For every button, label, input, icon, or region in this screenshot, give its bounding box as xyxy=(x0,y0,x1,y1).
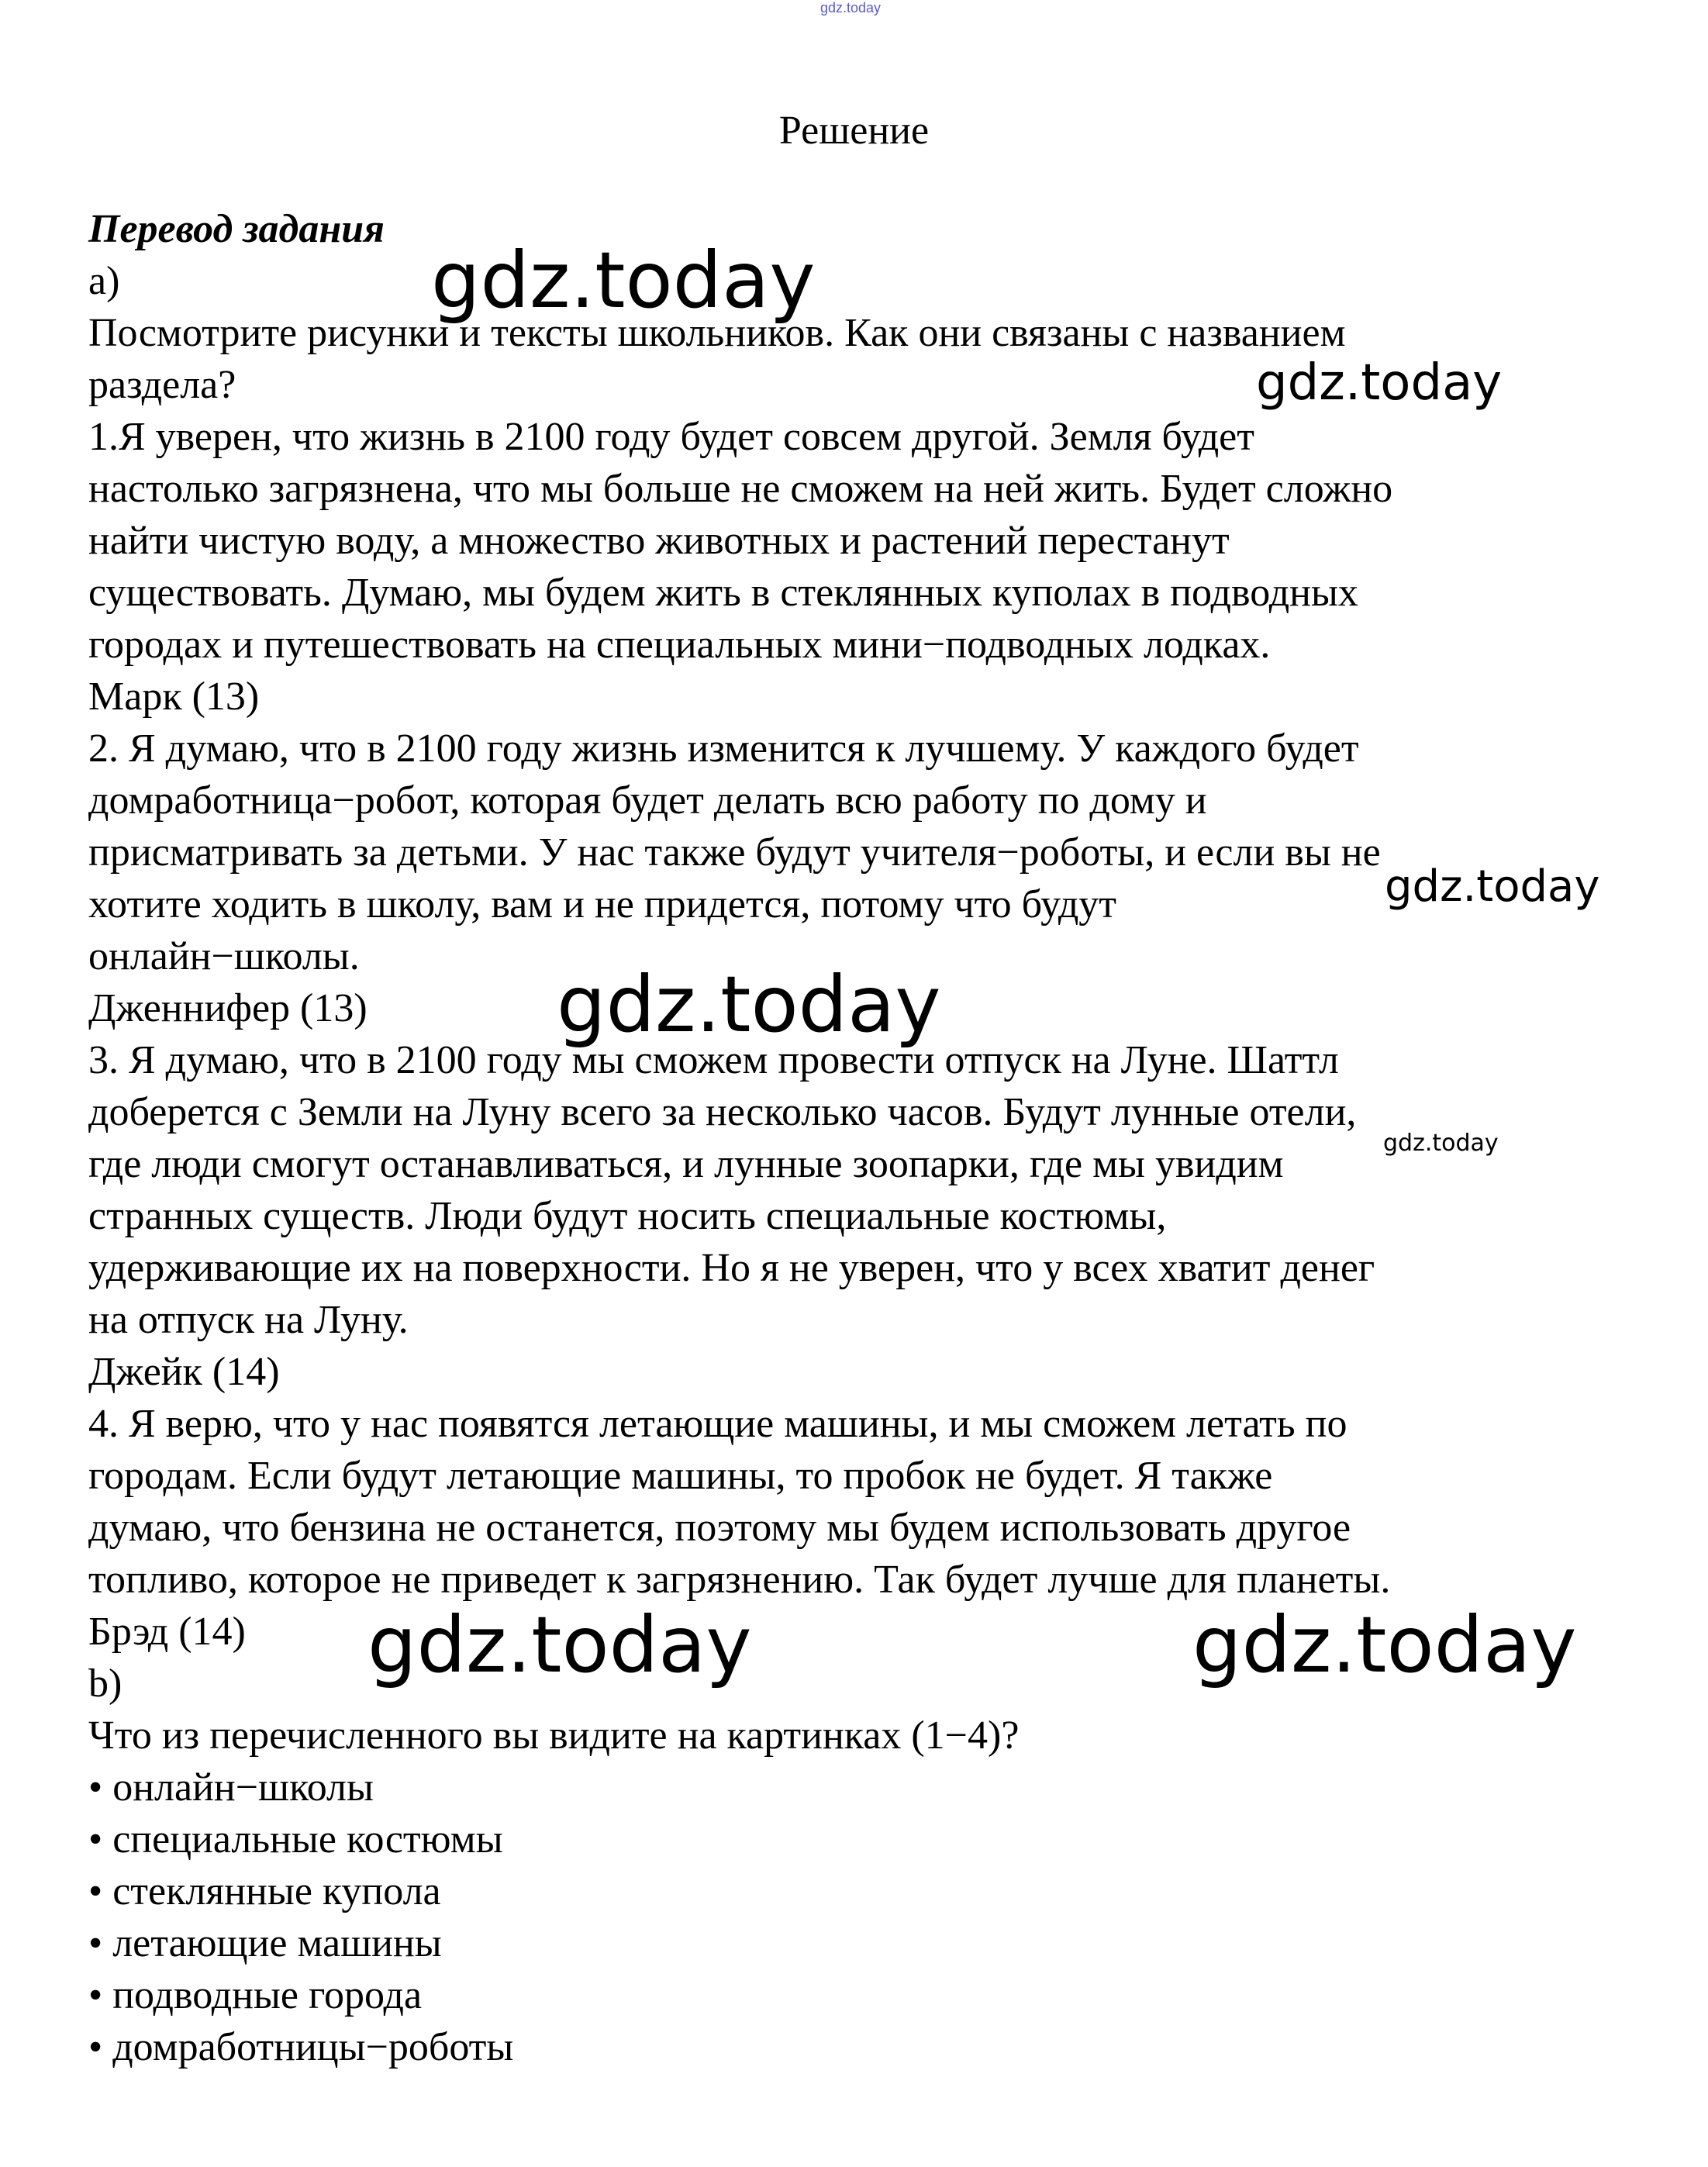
text-line: Марк (13) xyxy=(88,675,260,719)
text-line: найти чистую воду, а множество животных и растений перестанут xyxy=(88,519,1230,563)
text-line: удерживающие их на поверхности. Но я не уверен, что у всех хватит денег xyxy=(88,1246,1375,1290)
text-line: 4. Я верю, что у нас появятся летающие машины, и мы сможем летать по xyxy=(88,1402,1347,1446)
text-line: Брэд (14) xyxy=(88,1610,246,1654)
text-line: 2. Я думаю, что в 2100 году жизнь изменится к лучшему. У каждого будет xyxy=(88,726,1359,771)
top-watermark: gdz.today xyxy=(820,0,882,16)
text-line: странных существ. Люди будут носить специальные костюмы, xyxy=(88,1194,1167,1238)
text-line: Джейк (14) xyxy=(88,1350,280,1394)
text-line: домработница−робот, которая будет делать всю работу по дому и xyxy=(88,778,1207,823)
text-line: городах и путешествовать на специальных мини−подводных лодках. xyxy=(88,623,1271,667)
watermark-text: gdz.today xyxy=(1192,1599,1577,1690)
text-line: доберется с Земли на Луну всего за несколько часов. Будут лунные отели, xyxy=(88,1090,1357,1134)
text-line: • стеклянные купола xyxy=(88,1869,441,1913)
text-line: где люди смогут останавливаться, и лунные зоопарки, где мы увидим xyxy=(88,1142,1284,1186)
text-line: думаю, что бензина не останется, поэтому мы будем использовать другое xyxy=(88,1506,1351,1550)
text-line: 3. Я думаю, что в 2100 году мы сможем провести отпуск на Луне. Шаттл xyxy=(88,1038,1339,1082)
watermark-text: gdz.today xyxy=(431,235,816,326)
text-line: присматривать за детьми. У нас также будут учителя−роботы, и если вы не xyxy=(88,830,1381,875)
text-line: 1.Я уверен, что жизнь в 2100 году будет совсем другой. Земля будет xyxy=(88,415,1254,459)
text-line: городам. Если будут летающие машины, то пробок не будет. Я также xyxy=(88,1454,1273,1498)
section-heading: Перевод задания xyxy=(88,207,385,251)
watermark-text: gdz.today xyxy=(1256,354,1503,412)
watermark-text: gdz.today xyxy=(557,959,941,1050)
text-line: топливо, которое не приведет к загрязнению. Так будет лучше для планеты. xyxy=(88,1558,1391,1602)
page-title: Решение xyxy=(778,109,930,153)
text-line: a) xyxy=(88,259,120,303)
text-line: Дженнифер (13) xyxy=(88,986,367,1030)
text-line: • онлайн−школы xyxy=(88,1765,374,1810)
watermark-text: gdz.today xyxy=(1383,1130,1499,1157)
text-line: Что из перечисленного вы видите на картинках (1−4)? xyxy=(88,1713,1020,1758)
text-line: существовать. Думаю, мы будем жить в стеклянных куполах в подводных xyxy=(88,571,1358,615)
text-line: • подводные города xyxy=(88,1973,423,2017)
text-line: настолько загрязнена, что мы больше не сможем на ней жить. Будет сложно xyxy=(88,467,1393,511)
text-line: b) xyxy=(88,1661,122,1706)
watermark-text: gdz.today xyxy=(1385,861,1600,912)
text-line: • специальные костюмы xyxy=(88,1817,503,1862)
text-line: на отпуск на Луну. xyxy=(88,1298,409,1342)
text-line: • летающие машины xyxy=(88,1921,442,1965)
text-line: онлайн−школы. xyxy=(88,934,360,978)
text-line: раздела? xyxy=(88,363,236,407)
text-line: • домработницы−роботы xyxy=(88,2025,514,2069)
text-line: Посмотрите рисунки и тексты школьников. Как они связаны с названием xyxy=(88,311,1346,355)
text-line: хотите ходить в школу, вам и не придется, потому что будут xyxy=(88,882,1117,926)
watermark-text: gdz.today xyxy=(367,1599,752,1690)
